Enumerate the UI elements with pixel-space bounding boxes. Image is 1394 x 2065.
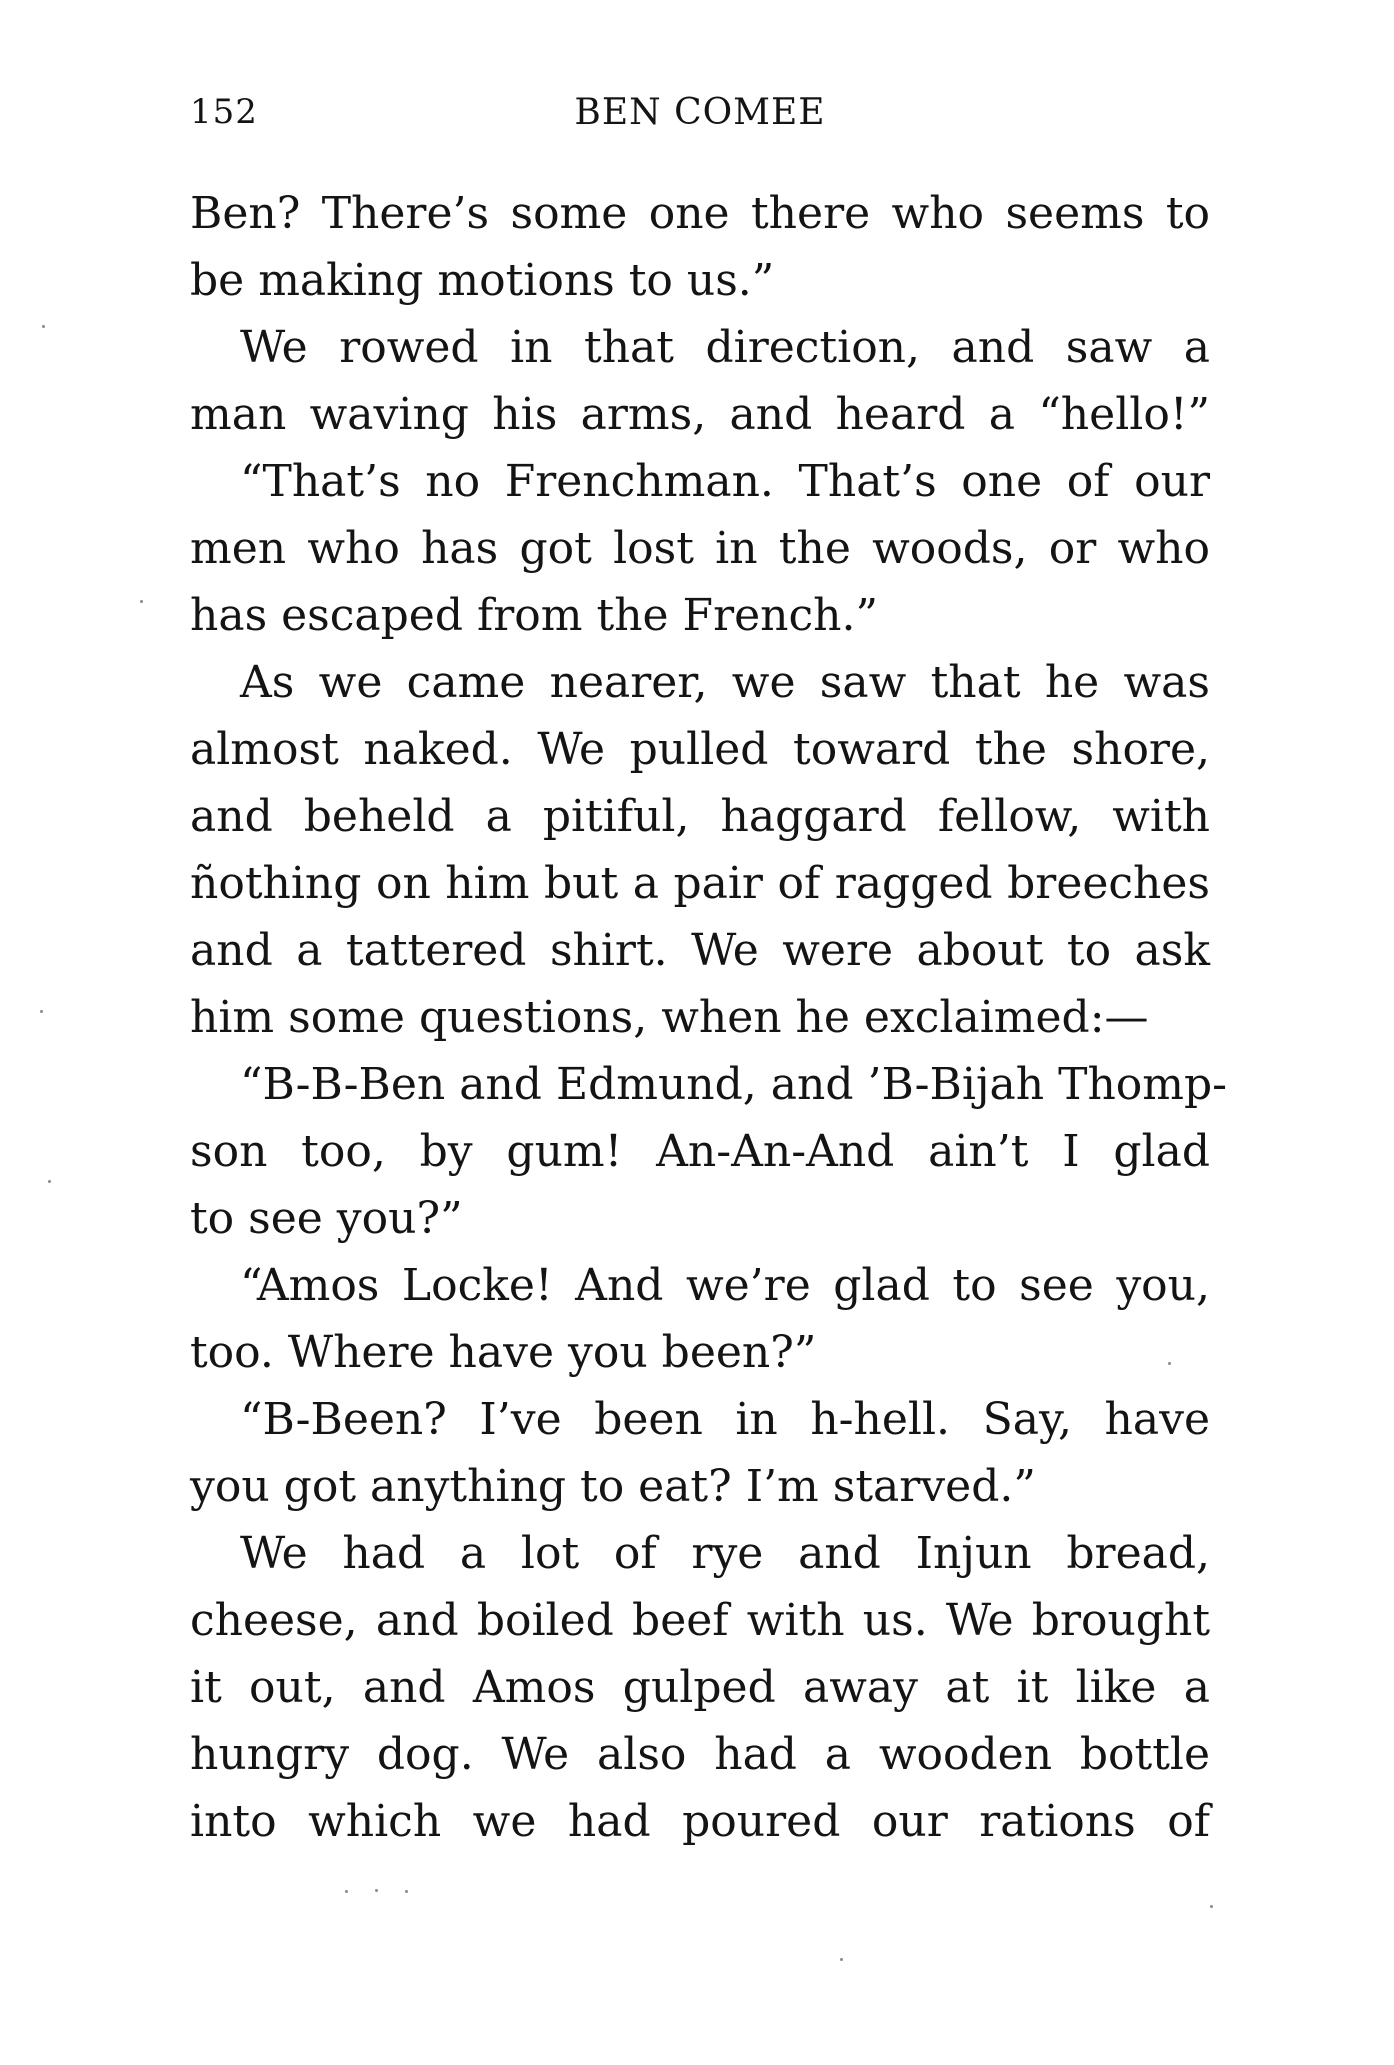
- text-line: men who has got lost in the woods, or who: [190, 523, 1210, 574]
- scan-speck: [42, 325, 45, 328]
- text-line: into which we had poured our rations of: [190, 1796, 1210, 1847]
- text-line: and beheld a pitiful, haggard fellow, with: [190, 791, 1210, 842]
- scan-speck: [345, 1890, 348, 1893]
- text-line: you got anything to eat? I’m starved.”: [190, 1461, 1036, 1512]
- page-number: 152: [190, 92, 258, 132]
- text-line: it out, and Amos gulped away at it like a: [190, 1662, 1210, 1713]
- scan-speck: [1168, 1362, 1171, 1365]
- text-line: cheese, and boiled beef with us. We brought: [190, 1595, 1210, 1646]
- text-line: “Amos Locke! And we’re glad to see you,: [240, 1260, 1210, 1311]
- text-line: and a tattered shirt. We were about to ask: [190, 925, 1210, 976]
- scan-speck: [140, 600, 143, 603]
- text-line: him some questions, when he exclaimed:—: [190, 992, 1149, 1043]
- text-line: As we came nearer, we saw that he was: [240, 657, 1210, 708]
- text-line: We rowed in that direction, and saw a: [240, 322, 1210, 373]
- running-head: BEN COMEE: [574, 92, 826, 133]
- text-line: man waving his arms, and heard a “hello!”: [190, 389, 1210, 440]
- text-line: We had a lot of rye and Injun bread,: [240, 1528, 1210, 1579]
- scan-speck: [1210, 1905, 1213, 1908]
- text-line: too. Where have you been?”: [190, 1327, 817, 1378]
- text-line: to see you?”: [190, 1193, 463, 1244]
- text-line: almost naked. We pulled toward the shore,: [190, 724, 1210, 775]
- page-header: [190, 92, 1210, 142]
- scan-speck: [840, 1958, 843, 1961]
- scan-speck: [405, 1890, 408, 1893]
- text-line: “B-Been? I’ve been in h-hell. Say, have: [240, 1394, 1210, 1445]
- text-line: son too, by gum! An-An-And ain’t I glad: [190, 1126, 1210, 1177]
- text-line: ñothing on him but a pair of ragged breeches: [190, 858, 1210, 909]
- text-line: “That’s no Frenchman. That’s one of our: [240, 456, 1210, 507]
- scan-speck: [375, 1889, 378, 1892]
- scan-speck: [48, 1180, 51, 1183]
- text-line: has escaped from the French.”: [190, 590, 878, 641]
- body-text: [190, 180, 1228, 1855]
- scan-speck: [40, 1010, 43, 1013]
- text-line: “B-B-Ben and Edmund, and ’B-Bijah Thomp-: [240, 1059, 1228, 1110]
- text-line: Ben? There’s some one there who seems to: [190, 188, 1210, 239]
- text-line: be making motions to us.”: [190, 255, 775, 306]
- text-line: hungry dog. We also had a wooden bottle: [190, 1729, 1210, 1780]
